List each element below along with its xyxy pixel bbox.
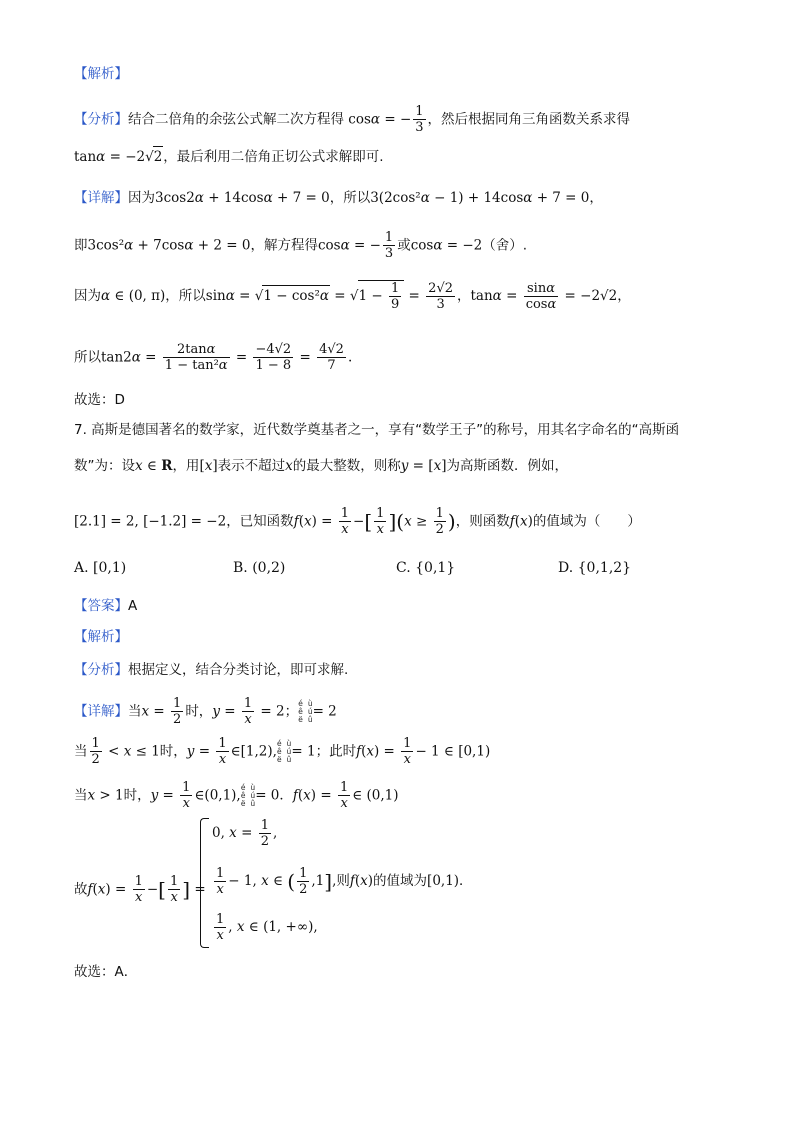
option-a[interactable] [74,560,126,576]
analysis-text: 结合二倍角的余弦公式解二次方程得 [128,111,344,128]
fraction: $\frac{1}{3}$ [384,230,394,261]
option-label: D. [558,560,574,576]
piecewise-lhs: 故f(x) = $\frac{1}{x}$ −[ $\frac{1}{x}$ ] = [74,874,206,905]
fraction: $\frac{4√2}{7}$ [319,342,344,373]
text: 则 [336,873,350,889]
text: 所以 [74,349,101,366]
jiexi-heading-2: 【解析】 [74,629,128,645]
garbled-glyph: é ù ê ú ë û [298,698,313,724]
fraction: $\frac{\sin\alpha}{\cos\alpha}$ [525,280,557,312]
option-c[interactable] [396,560,455,576]
question-7-line-2: 数”为：设x ∈ R，用[x]表示不超过x的最大整数，则称y = [x]为高斯函数．例如， [74,458,568,474]
garbled-glyph: é ù ê ú ë û [240,782,256,808]
detail-label: 【详解】 [74,190,128,206]
text: 数”为：设 [74,458,135,474]
text: 表示不超过 [217,458,286,474]
text: 为高斯函数．例如， [446,458,568,474]
fraction: $\frac{2√2}{3}$ [428,280,453,312]
text: 当 [74,743,88,760]
option-value: {0,1,2} [577,560,632,576]
detail-label: 【详解】 [74,703,128,720]
text: （舍）. [482,237,528,254]
text: 因为 [128,190,155,206]
text: 时， [123,787,151,804]
analysis-text: ，最后利用二倍角正切公式求解即可. [163,149,384,165]
text: 的值域为（ ） [532,513,641,530]
text: 故 [74,881,88,898]
fraction: $\frac{1}{x}$ [340,506,350,537]
option-b[interactable] [233,560,285,576]
piecewise-brace [200,818,209,948]
option-value: {0,1} [415,560,456,576]
text: ，解方程得 [250,237,318,254]
option-d[interactable] [558,560,631,576]
detail-line-4: 所以tan2α = $\frac{2\tan\alpha}{\text{1 − tan²α}}$ = $\frac{-4√2}{1 - 8}$ = $\frac{4√2}{7}$ . [74,342,353,373]
option-label: C. [396,560,411,576]
option-label: B. [233,560,248,576]
text: ，已知函数 [226,513,294,530]
choice-a-line: 故选：A． [74,964,138,980]
option-label: A. [74,560,89,576]
text: 因为 [74,288,101,304]
detail-line-1: 【详解】因为3cos2α + 14cosα + 7 = 0，所以3(2cos²α − 1) + 14cosα + 7 = 0， [74,190,603,206]
text: 时， [159,743,187,760]
analysis-label: 【分析】 [74,662,128,678]
question-7-line-1: 7. 高斯是德国著名的数学家，近代数学奠基者之一，享有“数学王子”的称号，用其名字命名的“高斯函 [74,422,680,438]
detail-q7-line-2: 当 $\frac{1}{2}$ < x ≤ 1时，y = $\frac{1}{x}$ ∈[1,2),é ù ê ú ë û= 1；此时f(x) = $\frac{1}{x}$ − 1 ∈ [0,1) [74,736,491,767]
choice-d-line: 故选：D [74,392,125,408]
analysis-text: ，然后根据同角三角函数关系求得 [427,111,631,128]
option-value: [0,1) [93,560,127,576]
question-7-line-3: [2.1] = 2, [−1.2] = −2，已知函数f(x) = $\frac{1}{x}$ −[ $\frac{1}{x}$ ](x ≥ $\frac{1}{2}$ )，则函数f(x)的值域为（ ） [74,506,641,537]
analysis-text: 根据定义，结合分类讨论，即可求解. [128,662,349,678]
text: ；此时 [315,743,357,760]
fraction: $\frac{2\tan\alpha}{\text{1 − tan²α}}$ [164,342,228,373]
text: ，所以 [329,190,371,206]
text: 即 [74,237,88,254]
detail-line-2: 即3cos²α + 7cosα + 2 = 0，解方程得cosα = − $\frac{1}{3}$ 或cosα = −2（舍）. [74,230,528,261]
text: ，则函数 [455,513,510,530]
answer-label: 【答案】 [74,598,128,614]
text: 当 [74,787,88,804]
answer-line [74,596,137,616]
answer-value: A [128,598,138,614]
text: 或 [397,237,411,254]
fraction: $\frac{1}{3}$ [415,104,424,135]
piecewise-case-2: $\frac{1}{x}$ − 1, x ∈ ( $\frac{1}{2}$ ,1],则f(x)的值域为[0,1)． [216,866,473,897]
analysis-line-q7 [74,660,348,680]
garbled-glyph: é ù ê ú ë û [276,738,292,764]
text: ，用 [172,458,200,474]
piecewise-case-3: $\frac{1}{x}$ , x ∈ (1, +∞), [216,912,318,943]
option-value: (0,2) [252,560,286,576]
text: 时， [185,703,213,720]
detail-q7-line-1: 【详解】当x = $\frac{1}{2}$ 时，y = $\frac{1}{x}$ = 2；é ù ê ú ë û= 2 [74,696,337,727]
analysis-line-1: 【分析】结合二倍角的余弦公式解二次方程得 cosα = − $\frac{1}{3}$ ，然后根据同角三角函数关系求得 [74,104,631,135]
analysis-label: 【分析】 [74,111,128,128]
text: 的最大整数，则称 [292,458,401,474]
text: 的值域为 [373,873,428,889]
detail-line-3: 因为α ∈ (0, π)，所以sinα = √1 − cos²α = √1 − $\frac{1}{9}$ = $\frac{2√2}{3}$ ，tanα = $\frac{\sin\alpha}{\cos\alpha}$ = −2√2， [74,280,631,312]
jiexi-heading: 【解析】 [74,66,128,82]
text: ，所以 [165,288,206,304]
piecewise-case-1: 0, x = $\frac{1}{2}$ , [212,818,278,849]
detail-q7-line-3: 当x > 1时，y = $\frac{1}{x}$ ∈(0,1),é ù ê ú ë û= 0．f(x) = $\frac{1}{x}$ ∈ (0,1) [74,780,399,811]
analysis-line-2: tanα = −2√2，最后利用二倍角正切公式求解即可. [74,146,384,167]
text: 当 [128,703,142,720]
fraction: $\frac{-4√2}{1 - 8}$ [255,342,292,373]
